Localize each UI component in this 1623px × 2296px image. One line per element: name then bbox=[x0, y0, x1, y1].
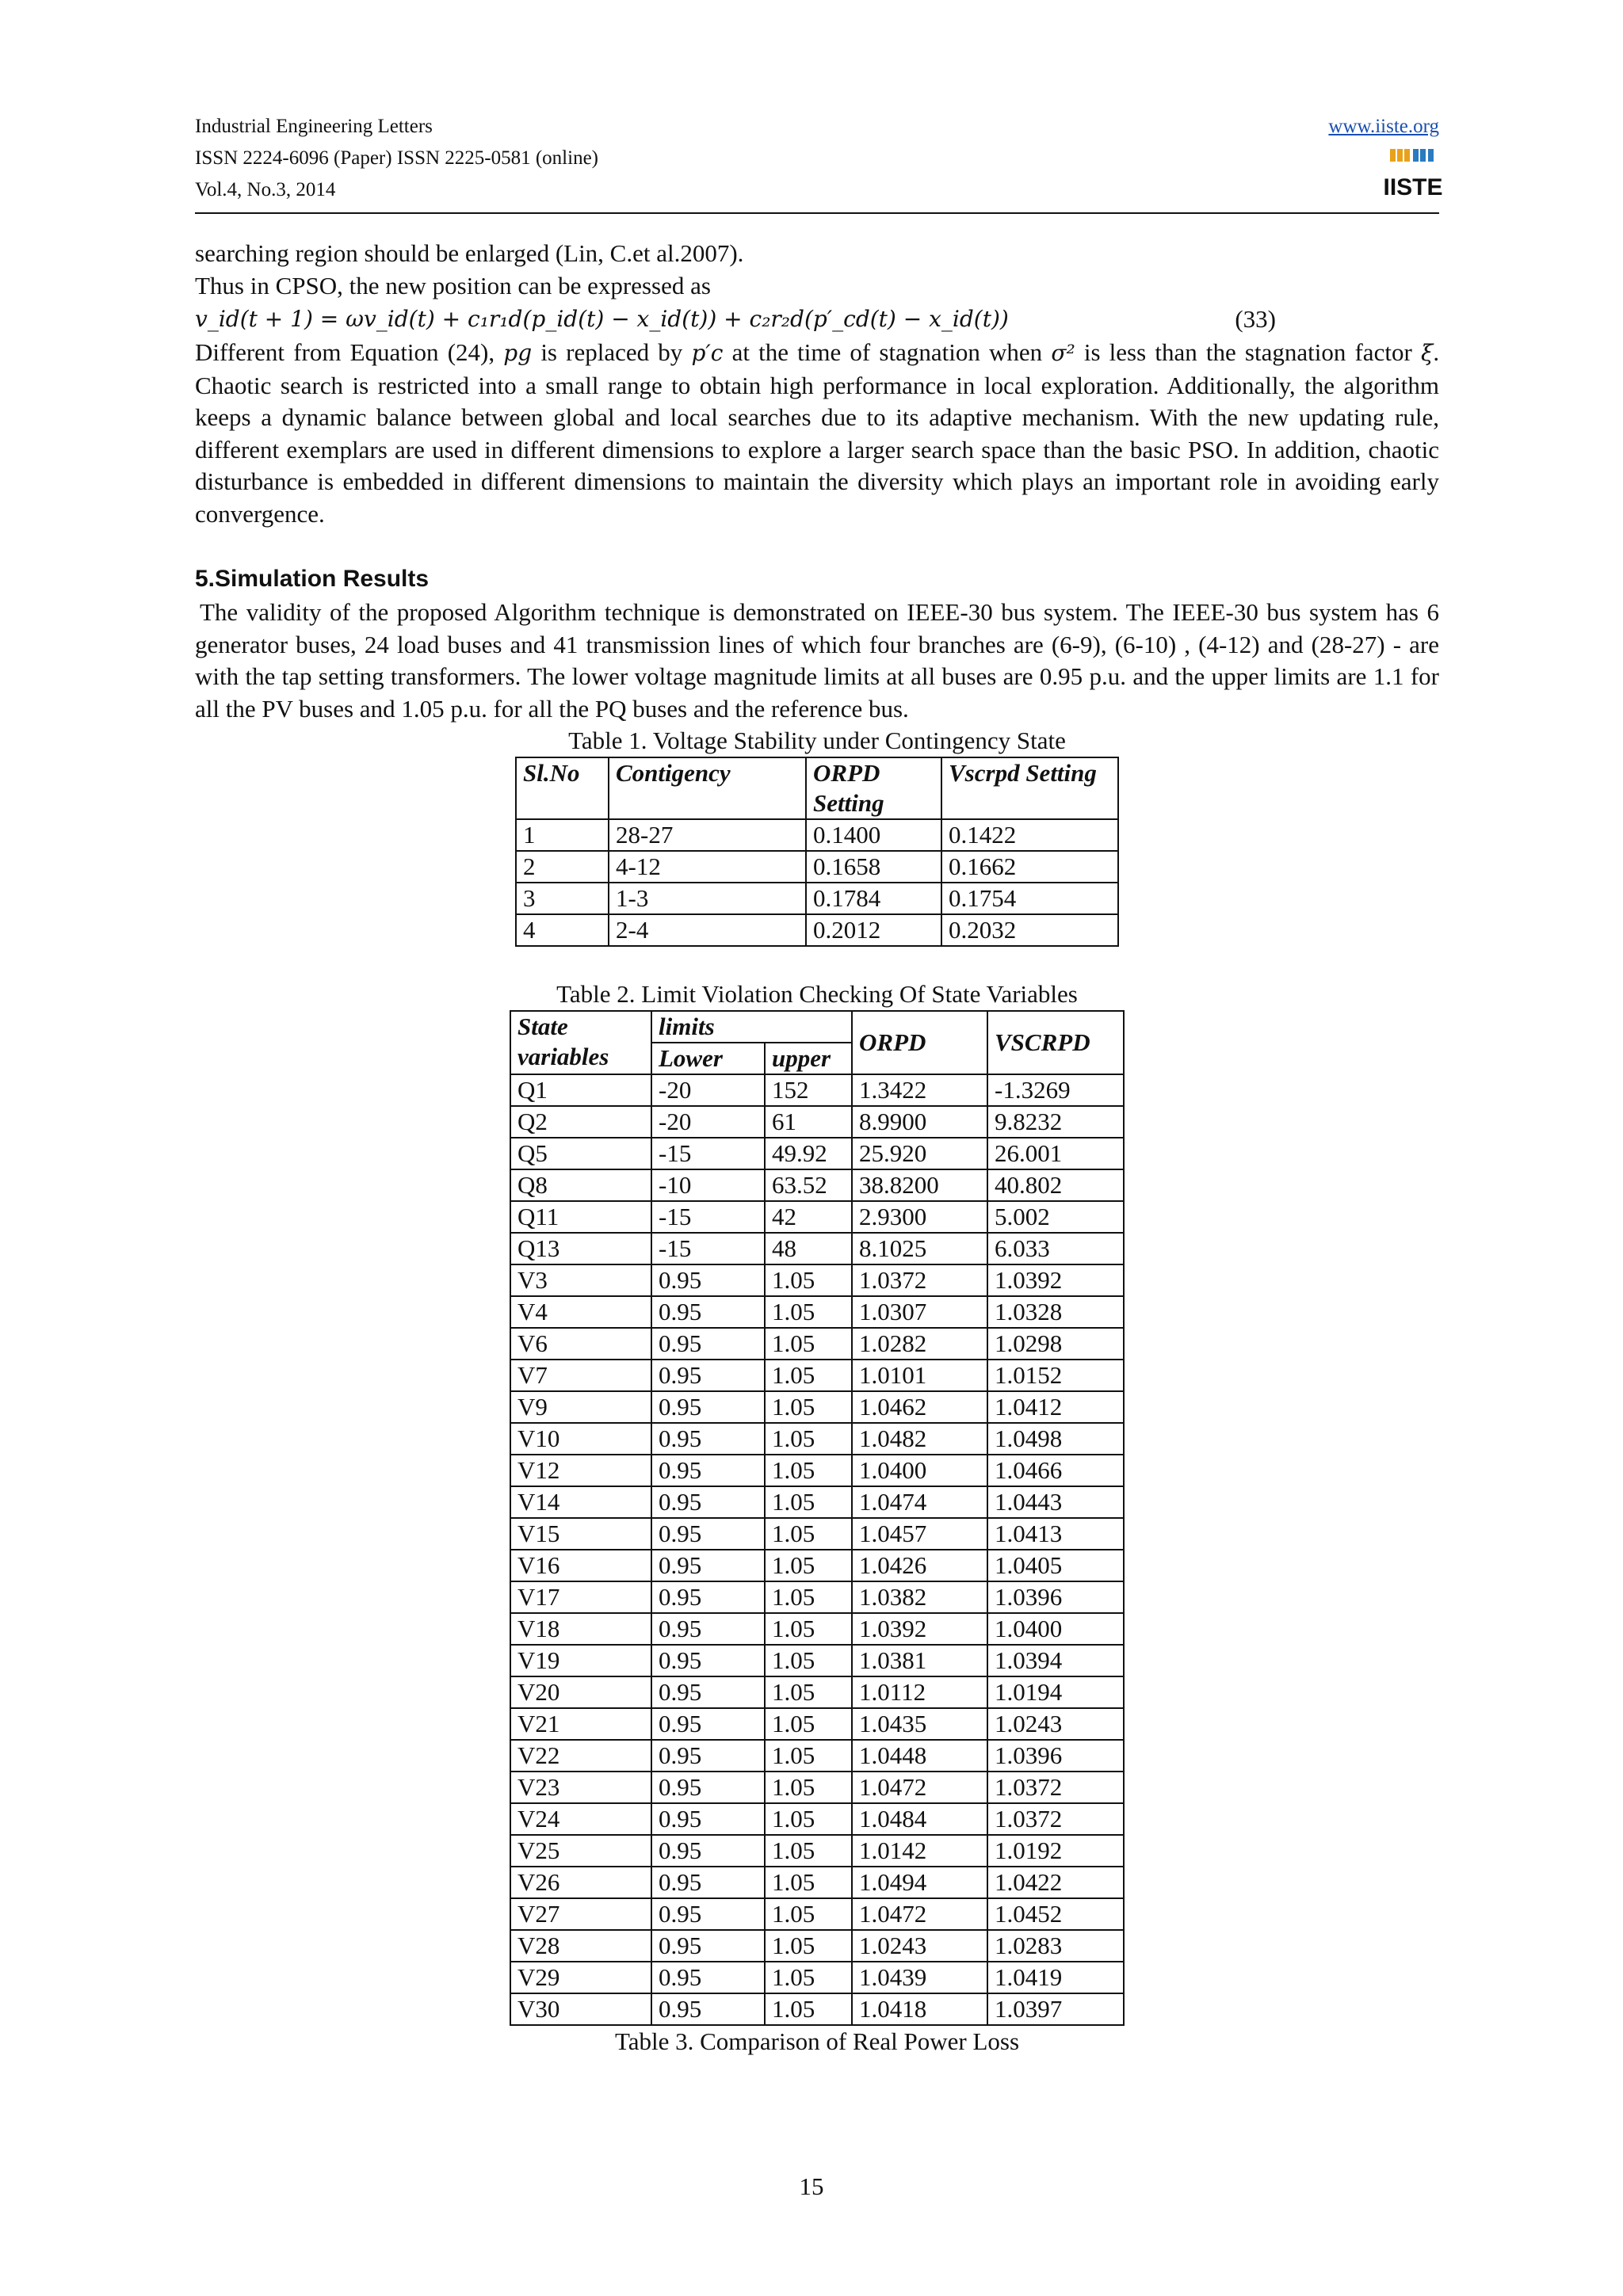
table2-cell: 1.0412 bbox=[987, 1391, 1124, 1423]
table2-cell: 2.9300 bbox=[852, 1201, 987, 1233]
table2-cell: Q5 bbox=[510, 1138, 651, 1169]
table2-cell: 0.95 bbox=[651, 1550, 765, 1581]
table-row bbox=[510, 1074, 1124, 1106]
table2-cell: 0.95 bbox=[651, 1835, 765, 1867]
table2-cell: 38.8200 bbox=[852, 1169, 987, 1201]
table2-cell: 1.05 bbox=[765, 1930, 852, 1962]
table2-cell: 0.95 bbox=[651, 1867, 765, 1898]
table2-cell: 1.0192 bbox=[987, 1835, 1124, 1867]
table2-header-upper: upper bbox=[765, 1043, 852, 1074]
table2-cell: 1.0484 bbox=[852, 1803, 987, 1835]
table2-cell: 1.05 bbox=[765, 1708, 852, 1740]
paragraph-3 bbox=[195, 337, 1439, 530]
header-divider bbox=[195, 212, 1439, 214]
table2-cell: 6.033 bbox=[987, 1233, 1124, 1264]
table-row bbox=[510, 1835, 1124, 1867]
table2-cell: 152 bbox=[765, 1074, 852, 1106]
table1-cell: 3 bbox=[516, 883, 609, 914]
table2-cell: 1.3422 bbox=[852, 1074, 987, 1106]
table3-caption: Table 3. Comparison of Real Power Loss bbox=[614, 2027, 1020, 2055]
table2-cell: 1.0392 bbox=[852, 1613, 987, 1645]
table2-cell: V14 bbox=[510, 1486, 651, 1518]
table2-cell: 1.0372 bbox=[852, 1264, 987, 1296]
table-limit-violation bbox=[510, 1010, 1125, 2026]
table-row bbox=[510, 1550, 1124, 1581]
table2-cell: 0.95 bbox=[651, 1423, 765, 1455]
table2-cell: 1.0152 bbox=[987, 1360, 1124, 1391]
table2-cell: 63.52 bbox=[765, 1169, 852, 1201]
table2-cell: V29 bbox=[510, 1962, 651, 1993]
table2-cell: 1.05 bbox=[765, 1803, 852, 1835]
table-row bbox=[510, 1962, 1124, 1993]
table2-cell: 0.95 bbox=[651, 1645, 765, 1676]
table2-cell: 1.0494 bbox=[852, 1867, 987, 1898]
table-row bbox=[516, 851, 1118, 883]
table2-cell: V15 bbox=[510, 1518, 651, 1550]
table-row bbox=[510, 1740, 1124, 1772]
table2-cell: 0.95 bbox=[651, 1328, 765, 1360]
table2-cell: V10 bbox=[510, 1423, 651, 1455]
table2-cell: 1.05 bbox=[765, 1740, 852, 1772]
table-row bbox=[510, 1423, 1124, 1455]
table-row bbox=[510, 1930, 1124, 1962]
table-row bbox=[510, 1518, 1124, 1550]
table-row bbox=[510, 1708, 1124, 1740]
table2-cell: 1.0282 bbox=[852, 1328, 987, 1360]
table2-cell: 1.0381 bbox=[852, 1645, 987, 1676]
table2-cell: V28 bbox=[510, 1930, 651, 1962]
table2-cell: 1.0283 bbox=[987, 1930, 1124, 1962]
table2-cell: 8.9900 bbox=[852, 1106, 987, 1138]
table2-cell: 1.0422 bbox=[987, 1867, 1124, 1898]
table2-cell: 1.05 bbox=[765, 1328, 852, 1360]
table2-cell: 1.0400 bbox=[852, 1455, 987, 1486]
table-row bbox=[510, 1486, 1124, 1518]
journal-volume: Vol.4, No.3, 2014 bbox=[195, 179, 336, 200]
table2-cell: V24 bbox=[510, 1803, 651, 1835]
table-row bbox=[510, 1106, 1124, 1138]
p3-math-sigma: σ² bbox=[1051, 340, 1075, 366]
table2-cell: 1.0142 bbox=[852, 1835, 987, 1867]
table2-cell: 1.0498 bbox=[987, 1423, 1124, 1455]
table2-cell: 0.95 bbox=[651, 1455, 765, 1486]
table2-cell: V9 bbox=[510, 1391, 651, 1423]
table2-cell: 1.0413 bbox=[987, 1518, 1124, 1550]
table2-cell: V4 bbox=[510, 1296, 651, 1328]
table2-cell: 0.95 bbox=[651, 1360, 765, 1391]
table2-cell: -20 bbox=[651, 1106, 765, 1138]
page-header bbox=[195, 111, 1443, 206]
table2-cell: V18 bbox=[510, 1613, 651, 1645]
table1-header: Sl.No bbox=[516, 757, 609, 819]
table2-cell: V6 bbox=[510, 1328, 651, 1360]
table2-cell: 1.0435 bbox=[852, 1708, 987, 1740]
table2-cell: V27 bbox=[510, 1898, 651, 1930]
table2-cell: -10 bbox=[651, 1169, 765, 1201]
table2-cell: 1.05 bbox=[765, 1962, 852, 1993]
table1-body bbox=[516, 819, 1118, 946]
journal-issn: ISSN 2224-6096 (Paper) ISSN 2225-0581 (online) bbox=[195, 147, 598, 169]
logo-text: IISTE bbox=[1383, 174, 1443, 200]
equation-33 bbox=[195, 302, 1439, 337]
table2-cell: 1.0448 bbox=[852, 1740, 987, 1772]
table2-header-orpd: ORPD bbox=[852, 1011, 987, 1074]
table2-cell: 1.0452 bbox=[987, 1898, 1124, 1930]
table2-cell: 1.05 bbox=[765, 1835, 852, 1867]
table-row bbox=[510, 1391, 1124, 1423]
table-row bbox=[510, 1676, 1124, 1708]
table1-cell: 1 bbox=[516, 819, 609, 851]
table2-cell: 1.05 bbox=[765, 1772, 852, 1803]
table-row bbox=[516, 914, 1118, 946]
table2-cell: 1.0243 bbox=[852, 1930, 987, 1962]
table2-cell: V22 bbox=[510, 1740, 651, 1772]
table2-cell: 9.8232 bbox=[987, 1106, 1124, 1138]
table2-cell: Q2 bbox=[510, 1106, 651, 1138]
table1-header: ORPD Setting bbox=[806, 757, 941, 819]
page-content bbox=[195, 238, 1439, 2058]
table-row bbox=[510, 1898, 1124, 1930]
table2-cell: 0.95 bbox=[651, 1518, 765, 1550]
table2-cell: 1.0400 bbox=[987, 1613, 1124, 1645]
table2-cell: -1.3269 bbox=[987, 1074, 1124, 1106]
table2-cell: 1.0372 bbox=[987, 1772, 1124, 1803]
table1-cell: 0.1784 bbox=[806, 883, 941, 914]
table2-cell: 1.0482 bbox=[852, 1423, 987, 1455]
journal-url-link[interactable]: www.iiste.org bbox=[1328, 116, 1439, 137]
table-row bbox=[510, 1169, 1124, 1201]
table2-cell: 1.0419 bbox=[987, 1962, 1124, 1993]
table2-cell: Q8 bbox=[510, 1169, 651, 1201]
table-row bbox=[510, 1772, 1124, 1803]
table2-cell: Q13 bbox=[510, 1233, 651, 1264]
table2-cell: 1.0405 bbox=[987, 1550, 1124, 1581]
table2-cell: 1.0418 bbox=[852, 1993, 987, 2025]
table2-cell: 1.0466 bbox=[987, 1455, 1124, 1486]
table-row bbox=[510, 1233, 1124, 1264]
equation-number: (33) bbox=[1235, 305, 1276, 333]
table2-header-state: State variables bbox=[510, 1011, 651, 1074]
table1-cell: 0.2032 bbox=[941, 914, 1118, 946]
table2-header-vscrpd: VSCRPD bbox=[987, 1011, 1124, 1074]
paragraph-2: Thus in CPSO, the new position can be expressed as bbox=[195, 271, 711, 299]
table-row bbox=[510, 1455, 1124, 1486]
table2-cell: 1.05 bbox=[765, 1486, 852, 1518]
journal-name: Industrial Engineering Letters bbox=[195, 116, 433, 137]
table1-cell: 0.1754 bbox=[941, 883, 1118, 914]
table2-header-lower: Lower bbox=[651, 1043, 765, 1074]
table2-cell: 49.92 bbox=[765, 1138, 852, 1169]
table1-header-row bbox=[516, 757, 1118, 819]
table2-cell: 1.0439 bbox=[852, 1962, 987, 1993]
table1-cell: 0.1662 bbox=[941, 851, 1118, 883]
table2-cell: V3 bbox=[510, 1264, 651, 1296]
p3-text-c: at the time of stagnation when bbox=[731, 338, 1043, 366]
table2-cell: Q1 bbox=[510, 1074, 651, 1106]
table2-cell: 0.95 bbox=[651, 1708, 765, 1740]
table2-cell: 1.0307 bbox=[852, 1296, 987, 1328]
table2-cell: -15 bbox=[651, 1138, 765, 1169]
table2-cell: 0.95 bbox=[651, 1264, 765, 1296]
table2-caption: Table 2. Limit Violation Checking Of State Variables bbox=[556, 980, 1078, 1008]
table2-cell: 0.95 bbox=[651, 1772, 765, 1803]
table2-cell: V30 bbox=[510, 1993, 651, 2025]
table2-cell: 1.05 bbox=[765, 1898, 852, 1930]
table2-cell: 0.95 bbox=[651, 1296, 765, 1328]
table2-cell: 42 bbox=[765, 1201, 852, 1233]
table2-cell: 1.05 bbox=[765, 1581, 852, 1613]
table2-cell: 0.95 bbox=[651, 1486, 765, 1518]
equation-text: v_id(t + 1) = ωv_id(t) + c₁r₁d(p_id(t) − x_id(t)) + c₂r₂d(p′_cd(t) − x_id(t)) bbox=[195, 306, 1009, 332]
table1-cell: 2-4 bbox=[609, 914, 806, 946]
table2-cell: 1.0372 bbox=[987, 1803, 1124, 1835]
table1-cell: 0.2012 bbox=[806, 914, 941, 946]
table1-cell: 4 bbox=[516, 914, 609, 946]
table2-cell: 0.95 bbox=[651, 1740, 765, 1772]
table2-cell: 1.0462 bbox=[852, 1391, 987, 1423]
table-row bbox=[510, 1138, 1124, 1169]
table2-cell: 1.0392 bbox=[987, 1264, 1124, 1296]
table2-cell: 0.95 bbox=[651, 1676, 765, 1708]
table2-cell: 1.05 bbox=[765, 1645, 852, 1676]
table1-header: Vscrpd Setting bbox=[941, 757, 1118, 819]
table-row bbox=[510, 1328, 1124, 1360]
table-row bbox=[510, 1867, 1124, 1898]
table1-cell: 4-12 bbox=[609, 851, 806, 883]
table2-cell: 1.0194 bbox=[987, 1676, 1124, 1708]
table1-cell: 0.1400 bbox=[806, 819, 941, 851]
table2-cell: 1.05 bbox=[765, 1676, 852, 1708]
table2-cell: 40.802 bbox=[987, 1169, 1124, 1201]
table2-cell: V26 bbox=[510, 1867, 651, 1898]
table-row bbox=[510, 1360, 1124, 1391]
table2-cell: 1.05 bbox=[765, 1613, 852, 1645]
table2-cell: -20 bbox=[651, 1074, 765, 1106]
table-row bbox=[510, 1993, 1124, 2025]
paragraph-4: The validity of the proposed Algorithm technique is demonstrated on IEEE-30 bus system. The IEEE-30 bus system has 6 generator buses, 24 load buses and 41 transmission lines of which four branches are (6-9), (6-10) , (4-12) and (28-27) - are with the tap setting transformers. The lower voltage magnitude limits at all buses are 0.95 p.u. and the upper limits are 1.1 for all the PV buses and 1.05 p.u. for all the PQ buses and the reference bus. bbox=[195, 598, 1439, 723]
table2-cell: 0.95 bbox=[651, 1803, 765, 1835]
table2-cell: 1.0394 bbox=[987, 1645, 1124, 1676]
table2-cell: 0.95 bbox=[651, 1898, 765, 1930]
table2-cell: -15 bbox=[651, 1201, 765, 1233]
table-row bbox=[510, 1803, 1124, 1835]
table2-cell: 0.95 bbox=[651, 1613, 765, 1645]
table-row bbox=[510, 1201, 1124, 1233]
paragraph-1: searching region should be enlarged (Lin, C.et al.2007). bbox=[195, 239, 744, 267]
table2-cell: V23 bbox=[510, 1772, 651, 1803]
p3-math-pg: pg bbox=[503, 340, 533, 366]
table2-cell: 25.920 bbox=[852, 1138, 987, 1169]
table2-cell: 1.0243 bbox=[987, 1708, 1124, 1740]
table2-cell: 1.0472 bbox=[852, 1772, 987, 1803]
table-row bbox=[516, 883, 1118, 914]
table2-cell: 1.05 bbox=[765, 1993, 852, 2025]
table2-cell: 1.0396 bbox=[987, 1581, 1124, 1613]
table2-cell: -15 bbox=[651, 1233, 765, 1264]
table2-cell: 1.05 bbox=[765, 1296, 852, 1328]
table2-cell: 48 bbox=[765, 1233, 852, 1264]
table2-cell: 1.05 bbox=[765, 1867, 852, 1898]
table2-cell: 1.0382 bbox=[852, 1581, 987, 1613]
table2-cell: 8.1025 bbox=[852, 1233, 987, 1264]
table2-cell: 1.05 bbox=[765, 1423, 852, 1455]
table2-cell: 0.95 bbox=[651, 1581, 765, 1613]
p3-math-pc: p′c bbox=[691, 340, 724, 366]
p3-math-xi: ξ bbox=[1420, 340, 1434, 366]
table2-cell: 1.05 bbox=[765, 1360, 852, 1391]
table-row bbox=[510, 1296, 1124, 1328]
table2-cell: V17 bbox=[510, 1581, 651, 1613]
table2-cell: 1.05 bbox=[765, 1518, 852, 1550]
table2-cell: V25 bbox=[510, 1835, 651, 1867]
table2-cell: 1.05 bbox=[765, 1455, 852, 1486]
table2-cell: V12 bbox=[510, 1455, 651, 1486]
iiste-logo bbox=[1383, 147, 1443, 201]
table-row bbox=[510, 1613, 1124, 1645]
table1-cell: 0.1422 bbox=[941, 819, 1118, 851]
table2-cell: Q11 bbox=[510, 1201, 651, 1233]
table2-cell: 1.0328 bbox=[987, 1296, 1124, 1328]
p3-text-a: Different from Equation (24), bbox=[195, 338, 495, 366]
table2-cell: 1.0426 bbox=[852, 1550, 987, 1581]
table-row bbox=[510, 1645, 1124, 1676]
table2-body bbox=[510, 1074, 1124, 2025]
table1-cell: 2 bbox=[516, 851, 609, 883]
table2-cell: 1.05 bbox=[765, 1550, 852, 1581]
table2-cell: 0.95 bbox=[651, 1962, 765, 1993]
table1-cell: 28-27 bbox=[609, 819, 806, 851]
table2-header-limits: limits bbox=[651, 1011, 852, 1043]
table2-cell: V20 bbox=[510, 1676, 651, 1708]
table2-cell: 1.0101 bbox=[852, 1360, 987, 1391]
table2-cell: 1.0474 bbox=[852, 1486, 987, 1518]
table-row bbox=[510, 1581, 1124, 1613]
table2-cell: 1.0112 bbox=[852, 1676, 987, 1708]
table1-cell: 0.1658 bbox=[806, 851, 941, 883]
table2-cell: 1.0397 bbox=[987, 1993, 1124, 2025]
table2-cell: 5.002 bbox=[987, 1201, 1124, 1233]
page-number: 15 bbox=[799, 2172, 824, 2200]
p3-text-e: . Chaotic search is restricted into a small range to obtain high performance in local exploration. Additionally, the algorithm keeps a dynamic balance between global and local searches due to its adaptive mechanism. With the new updating rule, different exemplars are used in different dimensions to explore a larger search space than the basic PSO. In addition, chaotic disturbance is embedded in different dimensions to maintain the diversity which plays an important role in avoiding early convergence. bbox=[195, 338, 1440, 528]
table2-cell: 0.95 bbox=[651, 1993, 765, 2025]
table2-cell: 1.05 bbox=[765, 1264, 852, 1296]
table1-header: Contigency bbox=[609, 757, 806, 819]
table2-cell: 1.0472 bbox=[852, 1898, 987, 1930]
table2-cell: V16 bbox=[510, 1550, 651, 1581]
table2-cell: 1.05 bbox=[765, 1391, 852, 1423]
p3-text-d: is less than the stagnation factor bbox=[1083, 338, 1412, 366]
table2-cell: 0.95 bbox=[651, 1930, 765, 1962]
table-row bbox=[516, 819, 1118, 851]
table2-cell: 1.0298 bbox=[987, 1328, 1124, 1360]
table2-cell: 1.0443 bbox=[987, 1486, 1124, 1518]
table2-header-row bbox=[510, 1011, 1124, 1043]
table2-cell: 61 bbox=[765, 1106, 852, 1138]
table1-caption: Table 1. Voltage Stability under Contingency State bbox=[568, 727, 1066, 754]
table2-cell: 26.001 bbox=[987, 1138, 1124, 1169]
table2-cell: V19 bbox=[510, 1645, 651, 1676]
table1-cell: 1-3 bbox=[609, 883, 806, 914]
table2-cell: 0.95 bbox=[651, 1391, 765, 1423]
table2-cell: V21 bbox=[510, 1708, 651, 1740]
table-row bbox=[510, 1264, 1124, 1296]
table2-cell: V7 bbox=[510, 1360, 651, 1391]
table-voltage-stability bbox=[515, 757, 1119, 947]
p3-text-b: is replaced by bbox=[540, 338, 683, 366]
section-title: 5.Simulation Results bbox=[195, 566, 430, 592]
table2-cell: 1.0396 bbox=[987, 1740, 1124, 1772]
table2-cell: 1.0457 bbox=[852, 1518, 987, 1550]
